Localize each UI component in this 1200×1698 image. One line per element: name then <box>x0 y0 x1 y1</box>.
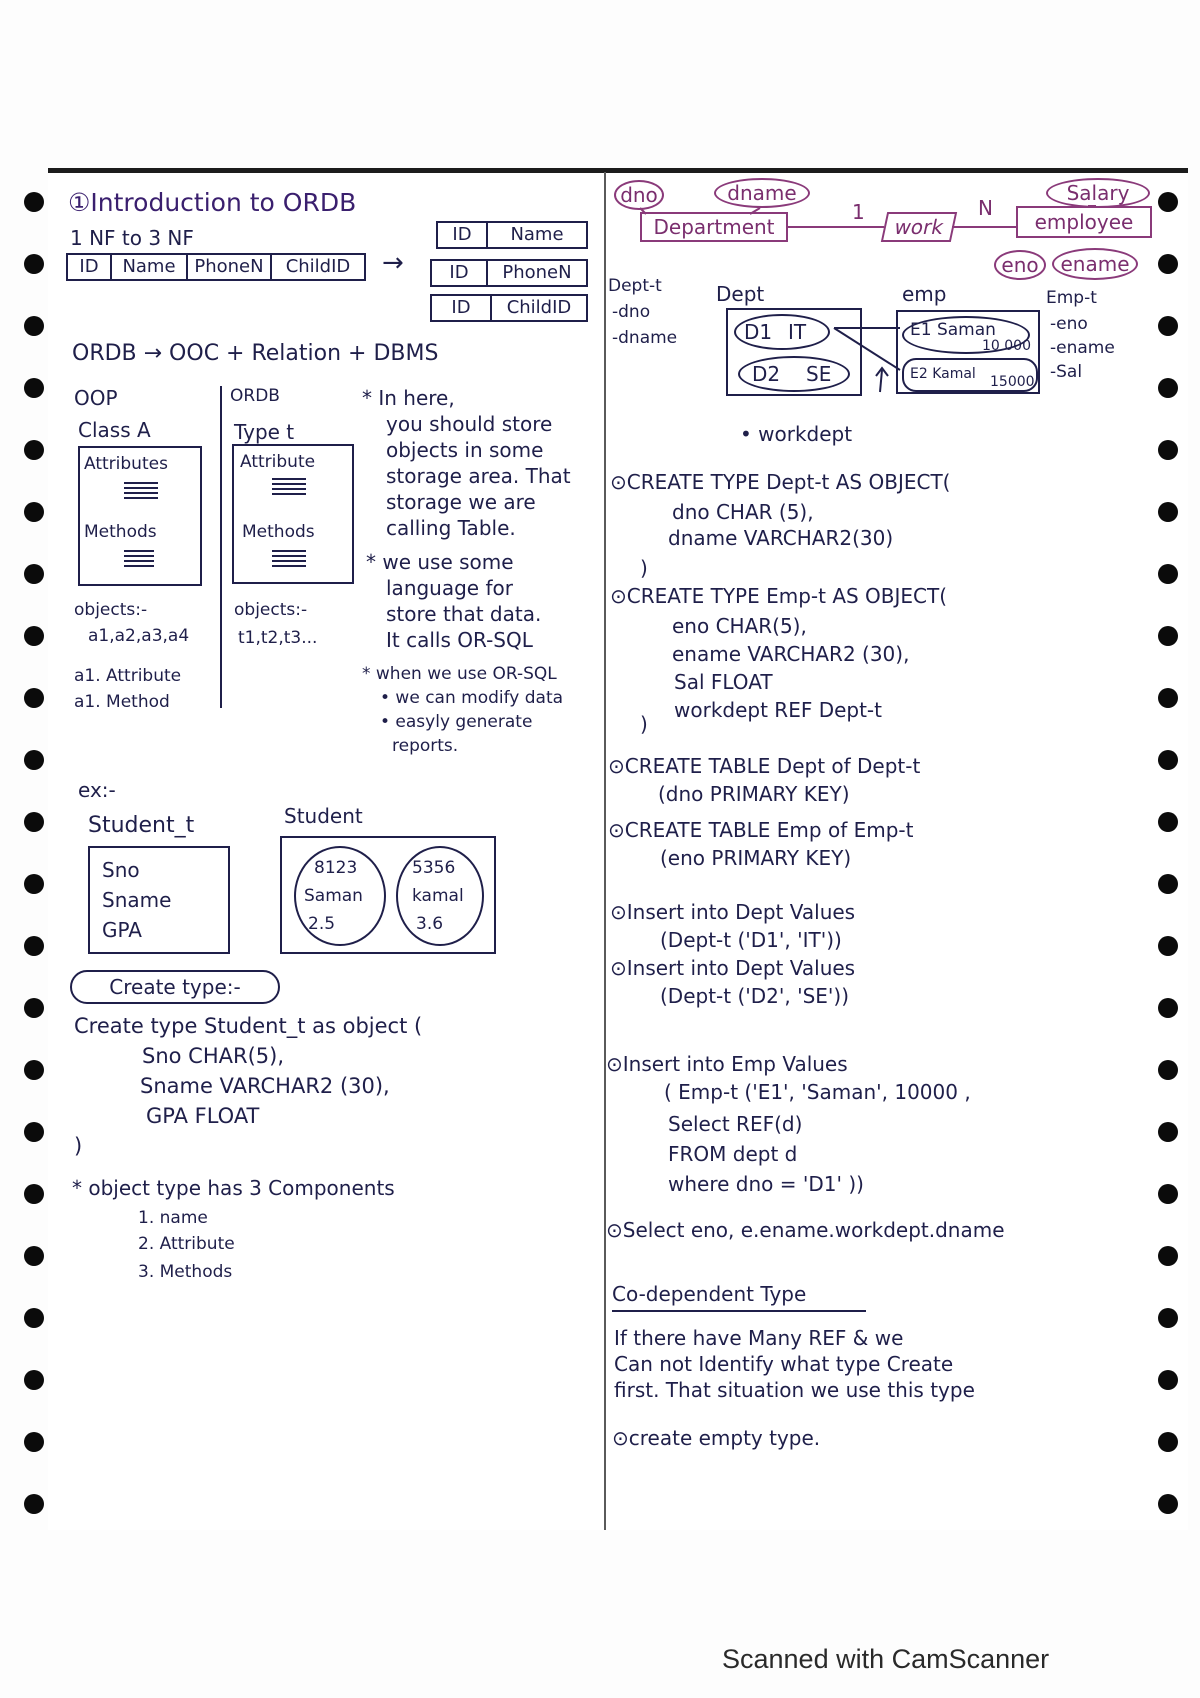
binder-hole <box>1158 1246 1178 1266</box>
binder-hole <box>24 254 44 274</box>
sql-line: ⊙Insert into Emp Values <box>606 1052 848 1076</box>
codep-line: first. That situation we use this type <box>614 1378 975 1402</box>
emp-object-value: E1 Saman <box>910 320 996 340</box>
binder-hole <box>1158 998 1178 1018</box>
binder-hole <box>1158 1370 1178 1390</box>
nf1-cell: PhoneN <box>188 255 272 279</box>
component-item: 3. Methods <box>138 1262 233 1282</box>
student-t-box <box>88 846 230 954</box>
student-object-1 <box>294 846 386 946</box>
student-object-value: 3.6 <box>416 914 444 934</box>
binder-hole <box>24 1184 44 1204</box>
er-card-n: N <box>978 196 993 220</box>
emp-t-line: Emp-t <box>1046 288 1097 308</box>
sql-line: ⊙Insert into Dept Values <box>610 900 856 924</box>
note-line: * In here, <box>362 386 455 410</box>
oop-objects-label: objects:- <box>74 600 148 620</box>
binder-hole <box>1158 1308 1178 1328</box>
ordb-box-methods: Methods <box>242 522 315 542</box>
sql-line: ⊙Insert into Dept Values <box>610 956 856 980</box>
sql-line: Select REF(d) <box>668 1112 803 1136</box>
note-line: objects in some <box>386 438 544 462</box>
arrow-right-icon: → <box>382 248 404 278</box>
dept-label: Dept <box>716 282 765 306</box>
binder-hole <box>1158 936 1178 956</box>
nf1-cell: Name <box>112 255 188 279</box>
emp-object-value: E2 Kamal <box>910 366 976 382</box>
er-connectors <box>600 170 1160 260</box>
binder-hole <box>24 564 44 584</box>
student-t-field: Sno <box>102 858 140 882</box>
student-t-field: GPA <box>102 918 142 942</box>
code-line: ) <box>74 1134 83 1158</box>
binder-hole <box>24 440 44 460</box>
sql-line: dno CHAR (5), <box>672 500 814 524</box>
codep-line: If there have Many REF & we <box>614 1326 904 1350</box>
emp-object-value: 10 000 <box>982 338 1031 354</box>
emp-label: emp <box>902 282 947 306</box>
codep-title: Co-dependent Type <box>612 1282 807 1306</box>
binder-hole <box>24 874 44 894</box>
binder-hole <box>1158 502 1178 522</box>
oop-line2: a1. Method <box>74 692 170 712</box>
create-type-label: Create type:- <box>70 970 280 1004</box>
er-attr-eno: eno <box>994 250 1046 280</box>
ordb-objects-label: objects:- <box>234 600 308 620</box>
emp-t-line: -eno <box>1050 314 1088 334</box>
workdept-note: • workdept <box>740 422 853 446</box>
note-line: * when we use OR-SQL <box>362 664 557 684</box>
binder-hole <box>1158 1494 1178 1514</box>
oop-objects: a1,a2,a3,a4 <box>88 626 190 646</box>
binder-hole <box>24 1308 44 1328</box>
oop-box-attributes: Attributes <box>84 454 168 474</box>
binder-hole <box>24 936 44 956</box>
sql-line: ⊙CREATE TYPE Emp-t AS OBJECT( <box>610 584 948 608</box>
binder-hole <box>24 998 44 1018</box>
note-line: • easyly generate <box>380 712 533 732</box>
er-attr-dname: dname <box>714 178 810 208</box>
oop-ordb-divider <box>220 386 222 708</box>
emp-object-e2 <box>902 358 1038 392</box>
sql-line: dname VARCHAR2(30) <box>668 526 894 550</box>
note-line: storage area. That <box>386 464 571 488</box>
nf3-cell: ChildID <box>506 297 572 318</box>
sql-line: ⊙Select eno, e.ename.workdept.dname <box>606 1218 1005 1242</box>
binder-hole <box>1158 750 1178 770</box>
binder-hole <box>24 1370 44 1390</box>
student-object-value: 8123 <box>314 858 358 878</box>
nf1-cell: ID <box>68 255 112 279</box>
attribute-lines <box>124 482 158 489</box>
method-lines <box>272 550 306 557</box>
sql-line: ( Emp-t ('E1', 'Saman', 10000 , <box>664 1080 971 1104</box>
binder-hole <box>1158 440 1178 460</box>
binder-hole <box>1158 626 1178 646</box>
binder-hole <box>24 1494 44 1514</box>
component-item: 1. name <box>138 1208 208 1228</box>
sql-line: ename VARCHAR2 (30), <box>672 642 910 666</box>
note-line: you should store <box>386 412 553 436</box>
column-divider <box>604 172 606 1530</box>
student-object-value: 5356 <box>412 858 456 878</box>
sql-line: (Dept-t ('D2', 'SE')) <box>660 984 850 1008</box>
binder-hole <box>24 1246 44 1266</box>
nf-label: 1 NF to 3 NF <box>70 226 194 250</box>
sql-line: ⊙CREATE TABLE Emp of Emp-t <box>608 818 914 842</box>
binder-hole <box>24 1122 44 1142</box>
nf3-cell: ID <box>432 296 492 320</box>
page-title: ①Introduction to ORDB <box>68 188 357 217</box>
note-line: language for <box>386 576 513 600</box>
er-attr-ename: ename <box>1052 248 1138 280</box>
emp-t-line: -ename <box>1050 338 1115 358</box>
binder-hole <box>1158 378 1178 398</box>
emp-object-value: 15000 <box>990 374 1035 390</box>
attribute-lines <box>272 478 306 485</box>
sql-line: ) <box>640 556 648 580</box>
note-line: storage we are <box>386 490 536 514</box>
dept-t-line: Dept-t <box>608 276 662 296</box>
note-line: store that data. <box>386 602 542 626</box>
code-line: Create type Student_t as object ( <box>74 1014 423 1038</box>
sql-line: (Dept-t ('D1', 'IT')) <box>660 928 842 952</box>
sql-line: FROM dept d <box>668 1142 798 1166</box>
method-lines <box>124 550 154 557</box>
ordb-type-box <box>232 444 354 584</box>
binder-hole <box>24 626 44 646</box>
oop-line1: a1. Attribute <box>74 666 182 686</box>
binder-hole <box>1158 688 1178 708</box>
er-entity-employee: employee <box>1016 206 1152 238</box>
oop-box-methods: Methods <box>84 522 157 542</box>
binder-hole <box>1158 1184 1178 1204</box>
er-entity-department: Department <box>640 212 788 242</box>
student-t-field: Sname <box>102 888 172 912</box>
components-title: * object type has 3 Components <box>72 1176 395 1200</box>
nf3-table-name <box>436 221 588 249</box>
binder-hole <box>1158 1122 1178 1142</box>
codep-last: ⊙create empty type. <box>612 1426 821 1450</box>
binder-hole <box>1158 192 1178 212</box>
attribute-lines <box>124 492 158 499</box>
dept-object-value: D1 <box>744 320 773 344</box>
note-line: It calls OR-SQL <box>386 628 533 652</box>
nf3-cell: PhoneN <box>502 262 572 283</box>
binder-hole <box>24 502 44 522</box>
method-lines <box>272 560 306 567</box>
er-attr-dno: dno <box>614 180 664 210</box>
er-relationship-work: work <box>881 212 957 242</box>
method-lines <box>124 560 154 567</box>
ref-arrows <box>830 314 910 394</box>
note-line: reports. <box>392 736 459 756</box>
dept-object-d1 <box>734 314 830 350</box>
ordb-box-attribute: Attribute <box>240 452 316 472</box>
dept-object-value: IT <box>788 320 807 344</box>
sql-line: ⊙CREATE TABLE Dept of Dept-t <box>608 754 921 778</box>
oop-class-label: Class A <box>78 418 151 442</box>
nf1-cell: ChildID <box>285 256 351 277</box>
binder-hole <box>24 688 44 708</box>
nf3-cell: ID <box>438 223 488 247</box>
ordb-header: ORDB <box>230 386 280 406</box>
dept-t-line: -dno <box>612 302 651 322</box>
sql-line: workdept REF Dept-t <box>674 698 882 722</box>
student-t-label: Student_t <box>88 813 195 838</box>
ordb-equation: ORDB → OOC + Relation + DBMS <box>72 341 439 366</box>
dept-t-line: -dname <box>612 328 678 348</box>
emp-object-e1 <box>902 316 1030 354</box>
nf3-cell: Name <box>510 224 564 245</box>
sql-line: ) <box>640 712 648 736</box>
nf1-table <box>66 253 366 281</box>
nf3-table-phone <box>430 259 588 287</box>
emp-table-box <box>896 310 1040 394</box>
binder-hole <box>1158 1432 1178 1452</box>
binder-hole <box>24 192 44 212</box>
oop-header: OOP <box>74 386 118 410</box>
component-item: 2. Attribute <box>138 1234 235 1254</box>
binder-hole <box>24 1060 44 1080</box>
code-line: Sno CHAR(5), <box>142 1044 284 1068</box>
student-object-value: kamal <box>412 886 464 906</box>
er-card-1: 1 <box>852 200 865 224</box>
code-line: Sname VARCHAR2 (30), <box>140 1074 390 1098</box>
nf3-table-child <box>430 294 588 322</box>
note-line: • we can modify data <box>380 688 564 708</box>
nf3-cell: ID <box>432 261 488 285</box>
student-object-value: Saman <box>304 886 363 906</box>
dept-object-value: SE <box>806 362 832 386</box>
ordb-objects: t1,t2,t3... <box>238 628 318 648</box>
sql-line: Sal FLOAT <box>674 670 773 694</box>
binder-hole <box>1158 812 1178 832</box>
code-line: GPA FLOAT <box>146 1104 260 1128</box>
binder-hole <box>24 378 44 398</box>
note-line: * we use some <box>366 550 514 574</box>
binder-hole <box>24 316 44 336</box>
student-label: Student <box>284 804 363 828</box>
student-table-box <box>280 836 496 954</box>
scanner-watermark: Scanned with CamScanner <box>722 1644 1050 1674</box>
student-object-value: 2.5 <box>308 914 336 934</box>
binder-hole <box>1158 316 1178 336</box>
dept-object-value: D2 <box>752 362 781 386</box>
sql-line: (dno PRIMARY KEY) <box>658 782 850 806</box>
oop-class-box <box>78 446 202 586</box>
sql-line: (eno PRIMARY KEY) <box>660 846 852 870</box>
binder-hole <box>24 1432 44 1452</box>
binder-hole <box>1158 874 1178 894</box>
note-line: calling Table. <box>386 516 516 540</box>
emp-t-line: -Sal <box>1050 362 1083 382</box>
attribute-lines <box>272 488 306 495</box>
codep-line: Can not Identify what type Create <box>614 1352 954 1376</box>
student-object-2 <box>396 846 484 946</box>
sql-line: ⊙CREATE TYPE Dept-t AS OBJECT( <box>610 470 951 494</box>
sql-line: where dno = 'D1' )) <box>668 1172 864 1196</box>
binder-hole <box>24 750 44 770</box>
binder-hole <box>24 812 44 832</box>
codep-underline <box>612 1310 866 1312</box>
er-attr-salary: Salary <box>1046 178 1150 208</box>
binder-hole <box>1158 1060 1178 1080</box>
sql-line: eno CHAR(5), <box>672 614 807 638</box>
example-label: ex:- <box>78 778 116 802</box>
ordb-type-label: Type t <box>234 420 295 444</box>
binder-hole <box>1158 254 1178 274</box>
binder-hole <box>1158 564 1178 584</box>
